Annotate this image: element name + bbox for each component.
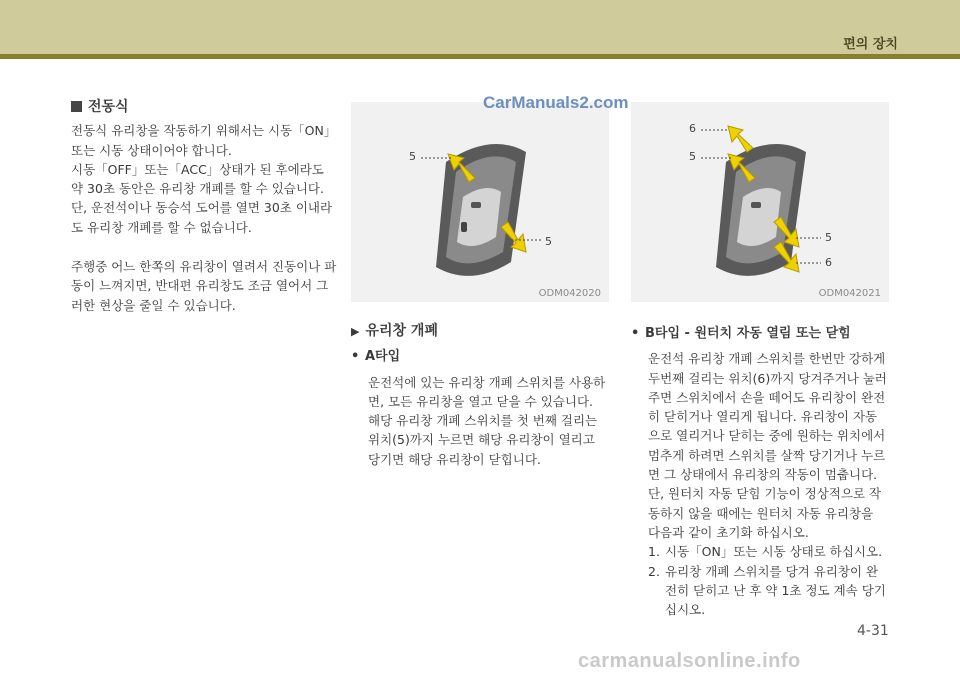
- subsection-title: 유리창 개폐: [365, 323, 438, 339]
- paragraph: 단, 운전석이나 동승석 도어를 열면 30초 이내라도 유리창 개폐를 할 수 없습니다.: [71, 200, 333, 235]
- bullet-icon: •: [631, 326, 640, 341]
- paragraph: 운전석 유리창 개폐 스위치를 한번만 강하게 두번째 걸리는 위치(6)까지 당겨주거나 눌러주면 스위치에서 손을 떼어도 유리창이 완전히 닫히거나 열리게 됩니다. 유리창이 자동으로 열리거나 닫히는 중에 원하는 위치에서 멈추게 하려면 스위치를 살짝 당기거나 누르면 그 상태에서 유리창의 작동이 멈춥니다.: [648, 351, 887, 483]
- figure-code: ODM042021: [818, 288, 881, 299]
- figure-callout: 5: [545, 235, 552, 248]
- section-title: 전동식: [88, 99, 129, 115]
- list-item: 2. 유리창 개폐 스위치를 당겨 유리창이 완전히 닫히고 난 후 약 1초 정도 계속 당기십시오.: [648, 563, 886, 618]
- figure-switch-type-b: [631, 102, 889, 302]
- figure-switch-type-a: [351, 102, 609, 302]
- window-switch-auto-illustration: [631, 102, 889, 302]
- section-type-b: [631, 322, 889, 619]
- figure-callout: 6: [825, 256, 832, 269]
- paragraph: 단, 원터치 자동 닫힘 기능이 정상적으로 작동하지 않을 때에는 원터치 자동 유리창을 다음과 같이 초기화 하십시오.: [648, 486, 882, 540]
- watermark: CarManuals2.com: [483, 93, 629, 112]
- bullet-icon: •: [351, 349, 360, 365]
- paragraph: 운전석에 있는 유리창 개폐 스위치를 사용하면, 모든 유리창을 열고 닫을 수 있습니다.: [368, 374, 606, 409]
- header-rule: [0, 54, 960, 59]
- type-b-title: B타입 - 원터치 자동 열림 또는 닫힘: [645, 326, 851, 341]
- figure-callout: 5: [825, 231, 832, 244]
- figure-callout: 6: [689, 122, 696, 135]
- section-window-operation: [351, 322, 609, 469]
- paragraph: 전동식 유리창을 작동하기 위해서는 시동「ON」 또는 시동 상태이어야 합니다.: [71, 123, 337, 158]
- figure-callout: 5: [689, 150, 696, 163]
- chapter-title: 편의 장치: [843, 37, 898, 52]
- triangle-bullet-icon: ▶: [351, 325, 360, 338]
- figure-code: ODM042020: [538, 288, 601, 299]
- list-item: 1. 시동「ON」또는 시동 상태로 하십시오.: [648, 544, 883, 560]
- window-switch-illustration: [351, 102, 609, 302]
- footer-watermark: carmanualsonline.info: [578, 650, 801, 672]
- type-a-title: A타입: [365, 349, 401, 365]
- header-band: [0, 0, 960, 54]
- note-paragraph: 주행중 어느 한쪽의 유리창이 열려서 진동이나 파동이 느껴지면, 반대편 유리창도 조금 열어서 그러한 현상을 줄일 수 있습니다.: [71, 259, 337, 313]
- paragraph: 시동「OFF」또는「ACC」상태가 된 후에라도 약 30초 동안은 유리창 개폐를 할 수 있습니다.: [71, 161, 324, 197]
- arrow-up-icon: [728, 126, 753, 152]
- page-number: 4-31: [857, 623, 889, 639]
- paragraph: 해당 유리창 개폐 스위치를 첫 번째 걸리는 위치(5)까지 누르면 해당 유리창이 열리고 당기면 해당 유리창이 닫힙니다.: [368, 413, 598, 467]
- figure-callout: 5: [409, 150, 416, 163]
- square-bullet-icon: [71, 101, 82, 112]
- section-power-window: [71, 98, 339, 315]
